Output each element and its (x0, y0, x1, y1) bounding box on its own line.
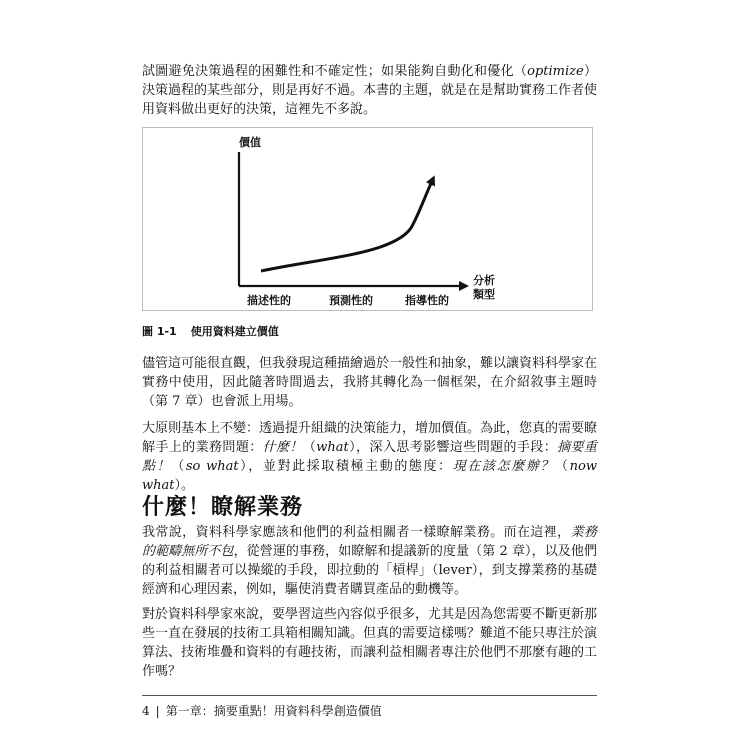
figure-number: 圖 1-1 (142, 325, 177, 338)
text-run: ，從營運的事務，如瞭解和提議新的度量（第 2 章），以及他們的利益相關者可以操縱的手段，即拉動的「槓桿」（lever），到支撐業務的基礎經濟和心理因素，例如，驅使消費者購買產品的動機等。 (142, 544, 597, 597)
x-axis-label-line1: 分析 (473, 274, 495, 287)
text-run: 試圖避免決策過程的困難性和不確定性；如果能夠自動化和優化（ (142, 64, 528, 79)
x-tick-predictive: 預測性的 (329, 294, 373, 307)
text-run: ），並對此採取積極主動的態度： (238, 459, 453, 474)
paragraph-learning: 對於資料科學家來說，要學習這些內容似乎很多，尤其是因為您需要不斷更新那些一直在發展的技術工具箱相關知識。但真的需要這樣嗎？難道不能只專注於演算法、技術堆疊和資料的有趣技術，而讓利益相關者專注於他們不那麼有趣的工作嗎？ (142, 607, 598, 679)
footer-separator: | (155, 704, 160, 718)
text-run: 我常說，資料科學家應該和他們的利益相關者一樣瞭解業務。而在這裡， (142, 525, 571, 540)
english-term: so what (185, 459, 239, 474)
text-run: 大原則基本上不變：透過提升組織的決策能力，增加價值。為此，您真的需要瞭解手上的業務問題： (142, 421, 598, 455)
x-tick-descriptive: 描述性的 (247, 294, 291, 307)
paragraph-framework: 儘管這可能很直觀，但我發現這種描繪過於一般性和抽象，難以讓資料科學家在實務中使用，因此隨著時間過去，我將其轉化為一個框架，在介紹敘事主題時（第 7 章）也會派上用場。 (142, 356, 598, 409)
x-axis-label-line2: 類型 (473, 288, 495, 301)
paragraph-principle (142, 419, 597, 495)
paragraph-business (142, 523, 597, 599)
emphasis-so-what: 摘要重點！ (142, 440, 597, 474)
english-term: what (316, 440, 349, 455)
value-chart (143, 128, 594, 312)
y-axis-label: 價值 (239, 136, 261, 149)
section-heading: 什麼！瞭解業務 (142, 495, 304, 520)
emphasis-what: 什麼！ (262, 440, 303, 455)
english-term: now what (142, 459, 597, 493)
text-run: （ (555, 459, 570, 474)
emphasis-now-what: 現在該怎麼辦？ (452, 459, 556, 474)
emphasis-scope: 業務的範疇無所不包 (142, 525, 597, 559)
page-footer (142, 702, 382, 719)
figure-caption-text: 使用資料建立價值 (190, 325, 279, 338)
text-run: （ (171, 459, 186, 474)
page-number: 4 (142, 704, 150, 718)
x-tick-prescriptive: 指導性的 (405, 294, 449, 307)
text-run: ），深入思考影響這些問題的手段： (348, 440, 558, 455)
value-curve (261, 179, 433, 271)
english-term: optimize (527, 64, 584, 79)
figure-caption (142, 323, 279, 339)
paragraph-intro (142, 62, 597, 119)
figure-1-1 (142, 127, 593, 311)
footer-divider (142, 695, 597, 696)
text-run: ）。 (174, 478, 194, 493)
text-run: ）決策過程的某些部分，則是再好不過。本書的主題，就是在是幫助實務工作者使用資料做出更好的決策，這裡先不多說。 (142, 64, 598, 117)
text-run: （ (302, 440, 317, 455)
chapter-title: 第一章：摘要重點！用資料科學創造價值 (165, 704, 382, 718)
